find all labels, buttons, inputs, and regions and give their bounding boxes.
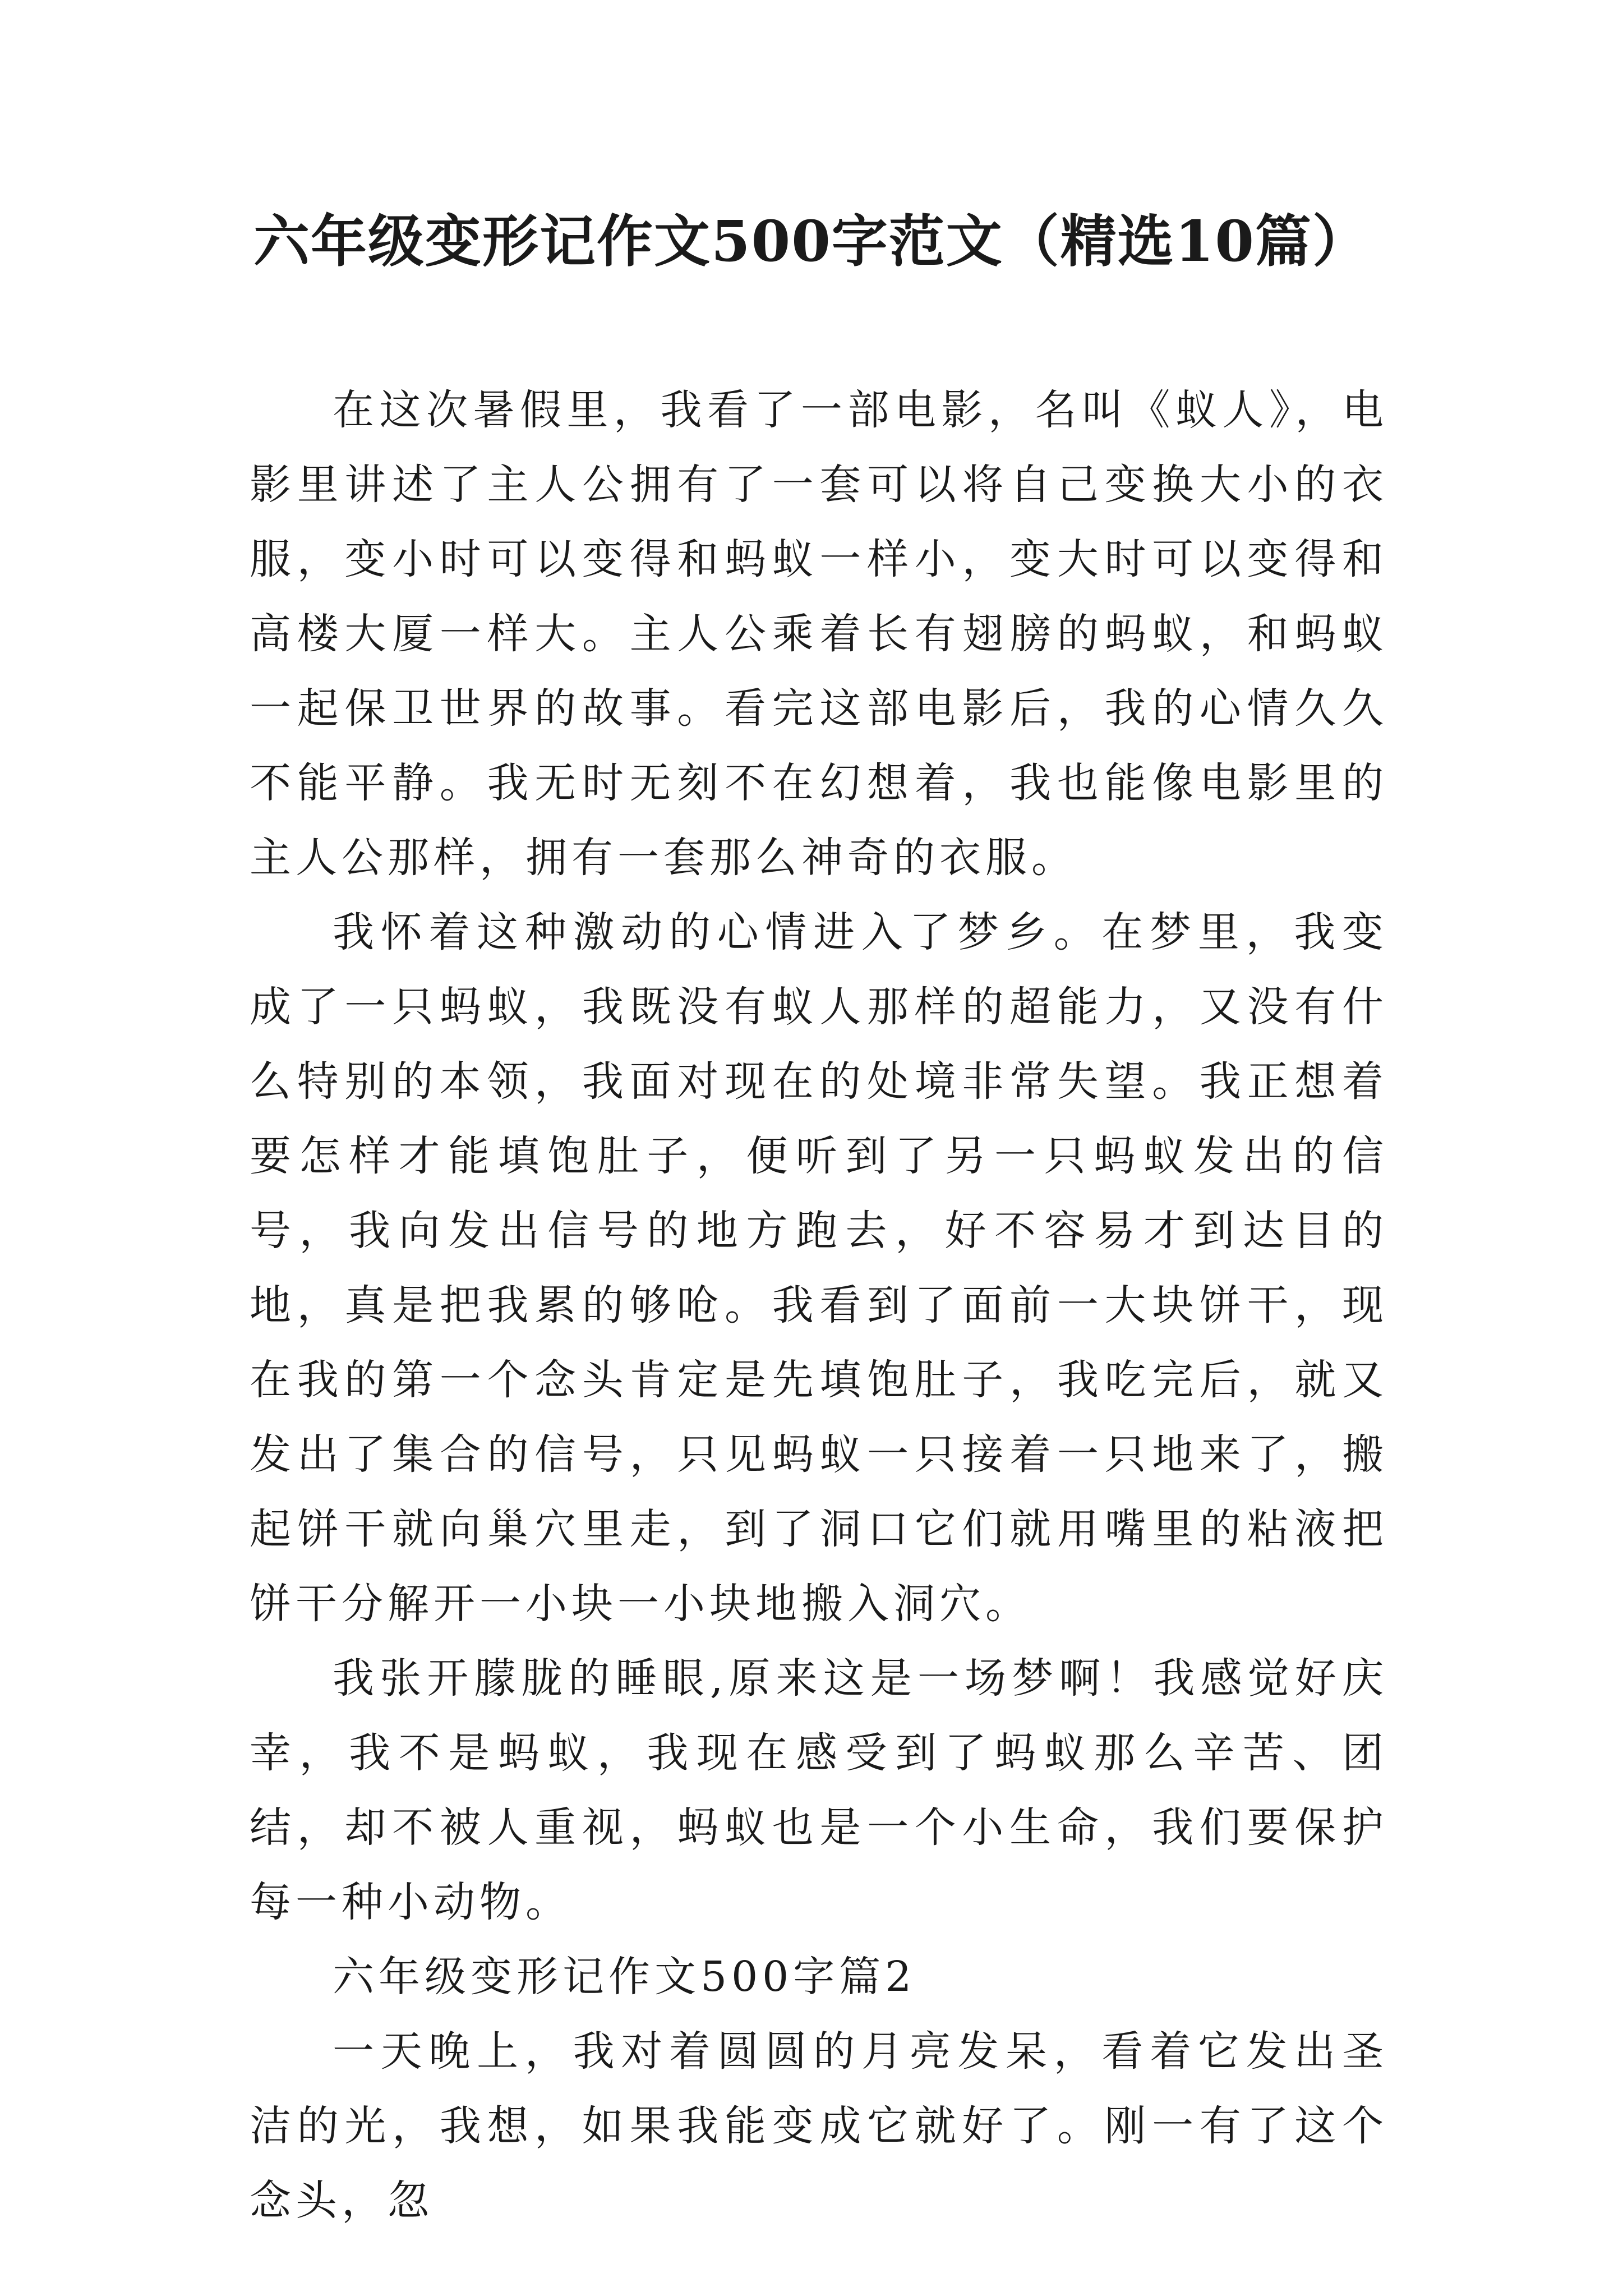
paragraph: 一天晚上，我对着圆圆的月亮发呆，看着它发出圣洁的光，我想，如果我能变成它就好了。刚一有了这个念头，忽 [250, 2027, 1388, 2225]
paragraph: 我怀着这种激动的心情进入了梦乡。在梦里，我变成了一只蚂蚁，我既没有蚁人那样的超能力，又没有什么特别的本领，我面对现在的处境非常失望。我正想着要怎样才能填饱肚子，便听到了另一只蚂蚁发出的信号，我向发出信号的地方跑去，好不容易才到达目的地，真是把我累的够呛。我看到了面前一大块饼干，现在我的第一个念头肯定是先填饱肚子，我吃完后，就又发出了集合的信号，只见蚂蚁一只接着一只地来了，搬起饼干就向巢穴里走，到了洞口它们就用嘴里的粘液把饼干分解开一小块一小块地搬入洞穴。 [250, 908, 1388, 1628]
paragraph: 我张开朦胧的睡眼,原来这是一场梦啊！我感觉好庆幸，我不是蚂蚁，我现在感受到了蚂蚁那么辛苦、团结，却不被人重视，蚂蚁也是一个小生命，我们要保护每一种小动物。 [250, 1654, 1388, 1926]
paragraph: 在这次暑假里，我看了一部电影，名叫《蚁人》，电影里讲述了主人公拥有了一套可以将自己变换大小的衣服，变小时可以变得和蚂蚁一样小，变大时可以变得和高楼大厦一样大。主人公乘着长有翅膀的蚂蚁，和蚂蚁一起保卫世界的故事。看完这部电影后，我的心情久久不能平静。我无时无刻不在幻想着，我也能像电影里的主人公那样，拥有一套那么神奇的衣服。 [250, 386, 1388, 882]
section-heading: 六年级变形记作文500字篇2 [333, 1953, 916, 2001]
document-title: 六年级变形记作文500字范文（精选10篇） [253, 208, 1370, 274]
document-body [250, 373, 1388, 2238]
